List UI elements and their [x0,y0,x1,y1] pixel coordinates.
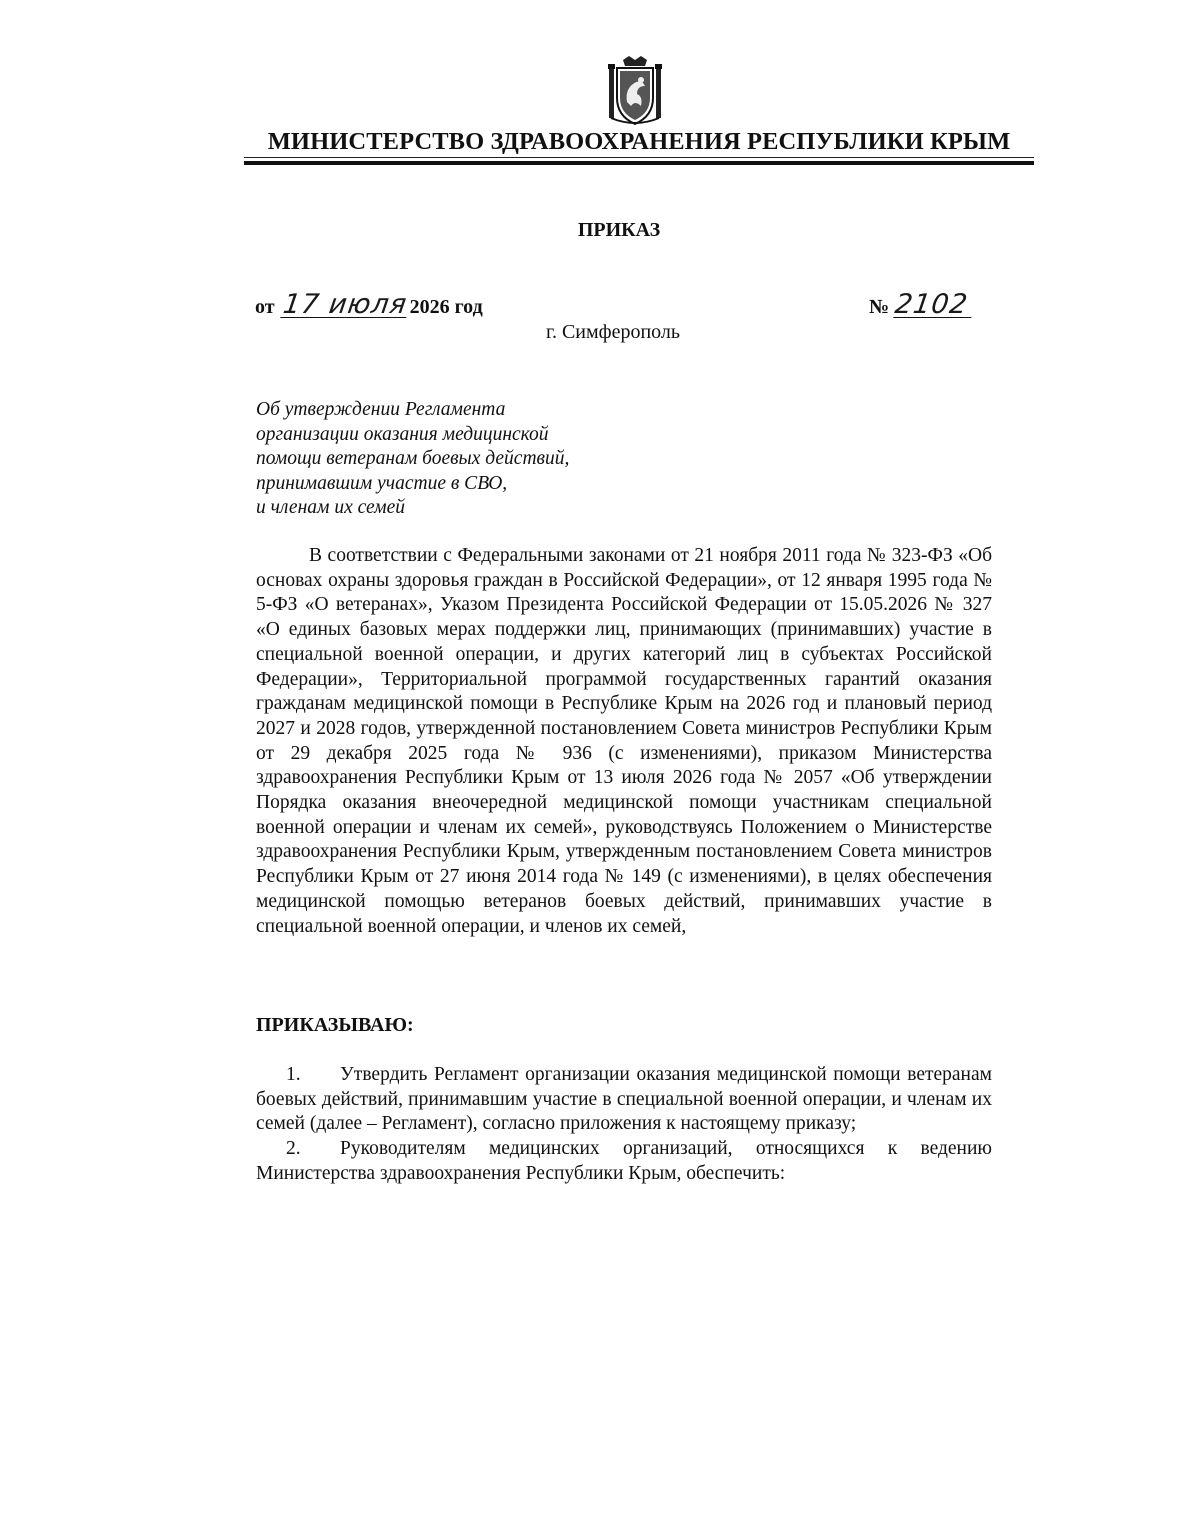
crimea-coat-of-arms-icon [607,56,663,126]
order-item [256,1063,992,1137]
document-type-title: ПРИКАЗ [577,219,661,241]
item-text: Утвердить Регламент организации оказания медицинской помощи ветеранам боевых действий, принимавшим участие в специальной военной операции, и членам их семей (далее – Регламент), согласно приложения к настоящему приказу; [256,1064,992,1135]
date-year: 2026 год [409,296,483,318]
item-number: 1. [286,1064,301,1085]
order-subject [256,398,716,521]
header-rule-thin [244,157,1034,158]
order-number [869,289,973,320]
order-verb-heading: ПРИКАЗЫВАЮ: [256,1014,414,1036]
subject-line: организации оказания медицинской [256,423,549,445]
subject-line: помощи ветеранам боевых действий, [256,448,570,470]
order-item [256,1137,992,1186]
subject-line: и членам их семей [256,497,406,519]
order-date [255,289,483,320]
date-prefix: от [255,296,275,318]
preamble-paragraph: В соответствии с Федеральными законами от 21 ноября 2011 года № 323-ФЗ «Об основах охраны здоровья граждан в Российской Федерации», от 12 января 1995 года № 5-ФЗ «О ветеранах», Указом Президента Российской Федерации от 15.05.2026 № 327 «О единых базовых мерах поддержки лиц, принимающих (принимавших) участие в специальной военной операции, и других категорий лиц в субъектах Российской Федерации», Территориальной программой государственных гарантий оказания гражданам медицинской помощи в Республике Крым на 2026 год и плановый период 2027 и 2028 годов, утвержденной постановлением Совета министров Республики Крым от 29 декабря 2025 года № 936 (с изменениями), приказом Министерства здравоохранения Республики Крым от 13 июля 2026 года № 2057 «Об утверждении Порядка оказания внеочередной медицинской помощи участникам специальной военной операции и членам их семей», руководствуясь Положением о Министерстве здравоохранения Республики Крым, утвержденным постановлением Совета министров Республики Крым от 27 июня 2014 года № 149 (с изменениями), в целях обеспечения медицинской помощью ветеранов боевых действий, принимавших участие в специальной военной операции, и членов их семей, [256,545,992,937]
order-items-list [256,1063,992,1187]
number-prefix: № [869,296,890,318]
order-city: г. Симферополь [546,321,681,343]
number-handwritten: 2102 [893,293,975,318]
item-number: 2. [286,1138,301,1160]
date-handwritten: 17 июля [280,289,409,320]
header-rule-thick [244,161,1034,165]
ministry-name: МИНИСТЕРСТВО ЗДРАВООХРАНЕНИЯ РЕСПУБЛИКИ КРЫМ [267,128,1011,155]
subject-line: Об утверждении Регламента [256,399,506,420]
item-text: Руководителям медицинских организаций, относящихся к ведению Министерства здравоохранения Республики Крым, обеспечить: [256,1138,992,1184]
subject-line: принимавшим участие в СВО, [256,472,508,494]
